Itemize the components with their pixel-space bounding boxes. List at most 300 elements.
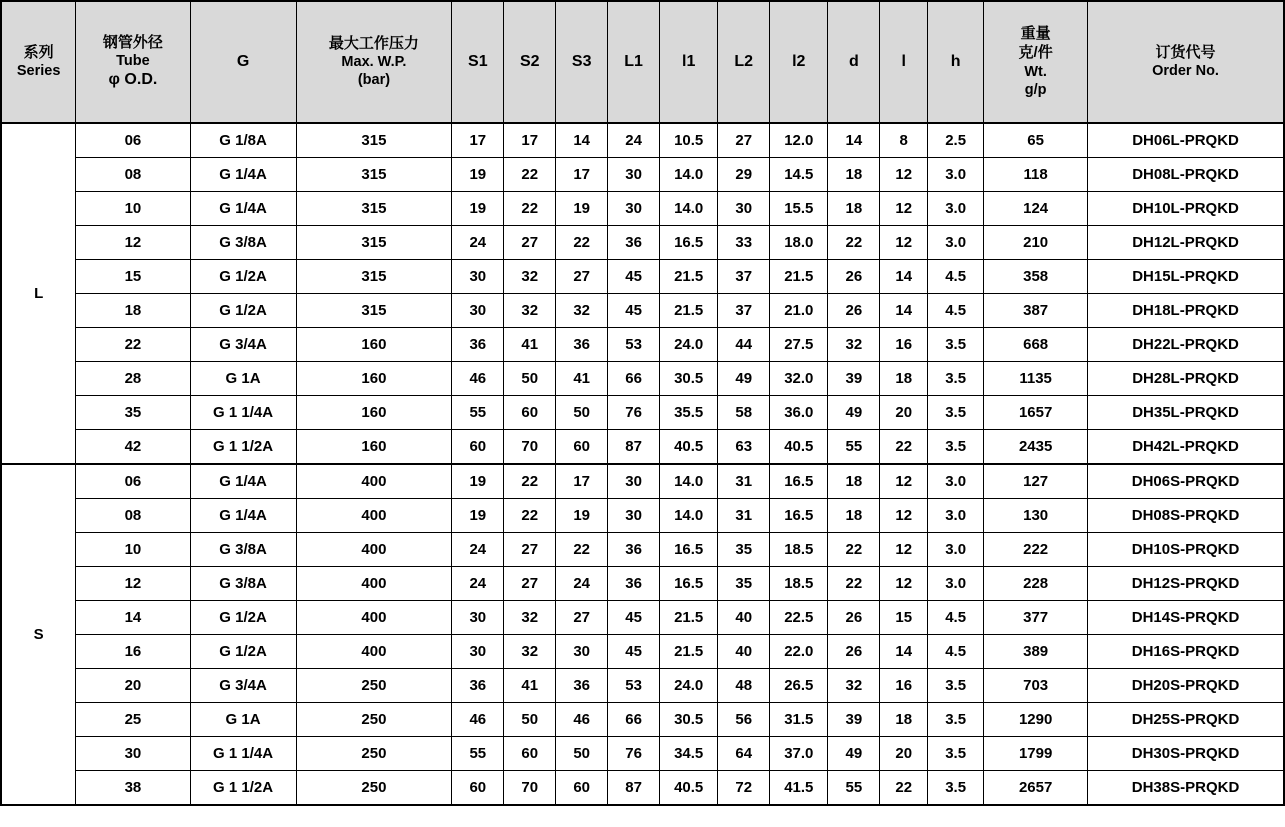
cell-thread-g: G 1/4A xyxy=(190,158,296,192)
cell-weight: 703 xyxy=(984,669,1088,703)
column-header-l2 xyxy=(770,1,828,123)
cell-L2: 44 xyxy=(718,328,770,362)
cell-l2: 18.5 xyxy=(770,567,828,601)
cell-s3: 30 xyxy=(556,635,608,669)
cell-l: 15 xyxy=(880,601,928,635)
cell-L1: 30 xyxy=(608,192,660,226)
header-wp-unit: (bar) xyxy=(357,72,391,89)
cell-l: 18 xyxy=(880,703,928,737)
cell-tube-od: 16 xyxy=(76,635,190,669)
cell-thread-g: G 1/2A xyxy=(190,601,296,635)
cell-l: 14 xyxy=(880,294,928,328)
cell-order-no: DH22L-PRQKD xyxy=(1088,328,1284,362)
cell-max-working-pressure: 315 xyxy=(296,226,452,260)
cell-order-no: DH18L-PRQKD xyxy=(1088,294,1284,328)
cell-h: 4.5 xyxy=(928,601,984,635)
table-row xyxy=(1,328,1284,362)
cell-d: 49 xyxy=(828,737,880,771)
cell-order-no: DH38S-PRQKD xyxy=(1088,771,1284,806)
cell-L2: 49 xyxy=(718,362,770,396)
cell-thread-g: G 3/4A xyxy=(190,669,296,703)
cell-tube-od: 12 xyxy=(76,226,190,260)
cell-order-no: DH06S-PRQKD xyxy=(1088,464,1284,499)
cell-weight: 1657 xyxy=(984,396,1088,430)
table-row xyxy=(1,294,1284,328)
cell-s1: 19 xyxy=(452,158,504,192)
cell-max-working-pressure: 160 xyxy=(296,430,452,465)
cell-l2: 14.5 xyxy=(770,158,828,192)
cell-d: 39 xyxy=(828,703,880,737)
header-series-en: Series xyxy=(16,63,61,80)
cell-tube-od: 15 xyxy=(76,260,190,294)
cell-s2: 70 xyxy=(504,430,556,465)
cell-s3: 50 xyxy=(556,396,608,430)
cell-l2: 22.5 xyxy=(770,601,828,635)
cell-h: 4.5 xyxy=(928,294,984,328)
cell-s1: 30 xyxy=(452,294,504,328)
cell-l1: 21.5 xyxy=(660,294,718,328)
cell-order-no: DH25S-PRQKD xyxy=(1088,703,1284,737)
cell-s3: 14 xyxy=(556,123,608,158)
cell-weight: 1290 xyxy=(984,703,1088,737)
cell-l1: 30.5 xyxy=(660,362,718,396)
cell-l1: 40.5 xyxy=(660,771,718,806)
cell-tube-od: 06 xyxy=(76,464,190,499)
cell-max-working-pressure: 160 xyxy=(296,328,452,362)
cell-s2: 17 xyxy=(504,123,556,158)
cell-s1: 24 xyxy=(452,226,504,260)
cell-h: 3.0 xyxy=(928,567,984,601)
header-order-en: Order No. xyxy=(1152,63,1219,80)
cell-thread-g: G 1/4A xyxy=(190,464,296,499)
cell-l: 12 xyxy=(880,226,928,260)
cell-L2: 58 xyxy=(718,396,770,430)
table-row xyxy=(1,226,1284,260)
cell-s3: 32 xyxy=(556,294,608,328)
cell-order-no: DH12L-PRQKD xyxy=(1088,226,1284,260)
cell-weight: 377 xyxy=(984,601,1088,635)
cell-order-no: DH16S-PRQKD xyxy=(1088,635,1284,669)
cell-max-working-pressure: 315 xyxy=(296,192,452,226)
cell-L1: 53 xyxy=(608,669,660,703)
cell-s1: 24 xyxy=(452,567,504,601)
cell-L1: 76 xyxy=(608,737,660,771)
cell-l2: 16.5 xyxy=(770,499,828,533)
cell-weight: 668 xyxy=(984,328,1088,362)
cell-l1: 35.5 xyxy=(660,396,718,430)
cell-s3: 27 xyxy=(556,601,608,635)
cell-thread-g: G 1 1/2A xyxy=(190,771,296,806)
table-row xyxy=(1,669,1284,703)
cell-d: 22 xyxy=(828,567,880,601)
cell-s2: 27 xyxy=(504,533,556,567)
cell-weight: 2657 xyxy=(984,771,1088,806)
cell-s1: 19 xyxy=(452,192,504,226)
cell-l2: 36.0 xyxy=(770,396,828,430)
header-L1-sym: L1 xyxy=(624,53,643,70)
cell-max-working-pressure: 315 xyxy=(296,123,452,158)
cell-d: 18 xyxy=(828,464,880,499)
cell-L1: 45 xyxy=(608,601,660,635)
cell-l1: 34.5 xyxy=(660,737,718,771)
cell-l2: 12.0 xyxy=(770,123,828,158)
column-header-order-no xyxy=(1088,1,1284,123)
cell-h: 3.0 xyxy=(928,533,984,567)
cell-L1: 87 xyxy=(608,771,660,806)
cell-s1: 17 xyxy=(452,123,504,158)
header-od-en: Tube xyxy=(116,53,150,70)
cell-L1: 36 xyxy=(608,567,660,601)
cell-L2: 72 xyxy=(718,771,770,806)
cell-tube-od: 12 xyxy=(76,567,190,601)
table-row xyxy=(1,260,1284,294)
column-header-h xyxy=(928,1,984,123)
cell-tube-od: 10 xyxy=(76,533,190,567)
cell-thread-g: G 1 1/2A xyxy=(190,430,296,465)
cell-d: 22 xyxy=(828,226,880,260)
cell-tube-od: 08 xyxy=(76,158,190,192)
cell-max-working-pressure: 250 xyxy=(296,703,452,737)
cell-l2: 21.5 xyxy=(770,260,828,294)
cell-max-working-pressure: 400 xyxy=(296,567,452,601)
cell-order-no: DH15L-PRQKD xyxy=(1088,260,1284,294)
column-header-max-working-pressure xyxy=(296,1,452,123)
cell-tube-od: 42 xyxy=(76,430,190,465)
header-wt-cn-unit: 克/件 xyxy=(1018,43,1053,61)
cell-L1: 36 xyxy=(608,533,660,567)
cell-tube-od: 20 xyxy=(76,669,190,703)
cell-weight: 2435 xyxy=(984,430,1088,465)
table-body xyxy=(1,123,1284,805)
cell-s1: 36 xyxy=(452,328,504,362)
cell-l1: 21.5 xyxy=(660,635,718,669)
cell-s3: 24 xyxy=(556,567,608,601)
cell-s2: 22 xyxy=(504,499,556,533)
header-od-sym: φ O.D. xyxy=(108,71,158,89)
cell-L1: 45 xyxy=(608,635,660,669)
column-header-g xyxy=(190,1,296,123)
column-header-weight xyxy=(984,1,1088,123)
cell-weight: 1135 xyxy=(984,362,1088,396)
column-header-l1 xyxy=(660,1,718,123)
cell-l: 12 xyxy=(880,464,928,499)
cell-s2: 60 xyxy=(504,396,556,430)
cell-L2: 31 xyxy=(718,464,770,499)
cell-tube-od: 35 xyxy=(76,396,190,430)
cell-weight: 387 xyxy=(984,294,1088,328)
cell-h: 3.5 xyxy=(928,669,984,703)
cell-L2: 35 xyxy=(718,533,770,567)
series-cell: S xyxy=(1,464,76,805)
table-row xyxy=(1,771,1284,806)
cell-max-working-pressure: 250 xyxy=(296,669,452,703)
cell-L2: 35 xyxy=(718,567,770,601)
header-series-cn: 系列 xyxy=(23,43,54,61)
cell-l1: 24.0 xyxy=(660,669,718,703)
cell-thread-g: G 1/2A xyxy=(190,260,296,294)
header-s3-sym: S3 xyxy=(571,53,592,70)
cell-h: 3.5 xyxy=(928,362,984,396)
cell-L1: 30 xyxy=(608,499,660,533)
cell-L2: 31 xyxy=(718,499,770,533)
cell-tube-od: 08 xyxy=(76,499,190,533)
cell-tube-od: 14 xyxy=(76,601,190,635)
header-l2-sym: l2 xyxy=(792,53,806,70)
cell-s1: 30 xyxy=(452,601,504,635)
table-row xyxy=(1,362,1284,396)
cell-l: 20 xyxy=(880,396,928,430)
cell-l1: 16.5 xyxy=(660,226,718,260)
cell-weight: 222 xyxy=(984,533,1088,567)
column-header-s3 xyxy=(556,1,608,123)
cell-L2: 40 xyxy=(718,635,770,669)
cell-d: 55 xyxy=(828,771,880,806)
cell-l: 14 xyxy=(880,260,928,294)
cell-max-working-pressure: 315 xyxy=(296,294,452,328)
cell-s2: 27 xyxy=(504,226,556,260)
cell-order-no: DH20S-PRQKD xyxy=(1088,669,1284,703)
cell-l: 16 xyxy=(880,328,928,362)
cell-d: 26 xyxy=(828,294,880,328)
cell-s1: 24 xyxy=(452,533,504,567)
header-wt-cn: 重量 xyxy=(1020,25,1051,43)
cell-thread-g: G 3/8A xyxy=(190,567,296,601)
cell-L1: 45 xyxy=(608,294,660,328)
cell-l2: 21.0 xyxy=(770,294,828,328)
cell-l: 12 xyxy=(880,533,928,567)
cell-h: 3.0 xyxy=(928,192,984,226)
cell-L2: 33 xyxy=(718,226,770,260)
cell-tube-od: 38 xyxy=(76,771,190,806)
cell-s3: 36 xyxy=(556,328,608,362)
cell-h: 3.5 xyxy=(928,703,984,737)
cell-s1: 36 xyxy=(452,669,504,703)
cell-thread-g: G 1A xyxy=(190,703,296,737)
cell-order-no: DH30S-PRQKD xyxy=(1088,737,1284,771)
cell-L2: 37 xyxy=(718,260,770,294)
cell-s1: 46 xyxy=(452,703,504,737)
cell-h: 3.0 xyxy=(928,464,984,499)
header-l1-sym: l1 xyxy=(682,53,696,70)
header-g-sym: G xyxy=(236,53,250,70)
cell-s1: 60 xyxy=(452,771,504,806)
cell-d: 18 xyxy=(828,192,880,226)
cell-weight: 210 xyxy=(984,226,1088,260)
table-row xyxy=(1,601,1284,635)
series-cell: L xyxy=(1,123,76,464)
cell-order-no: DH12S-PRQKD xyxy=(1088,567,1284,601)
cell-thread-g: G 1 1/4A xyxy=(190,396,296,430)
cell-s2: 22 xyxy=(504,464,556,499)
cell-thread-g: G 3/8A xyxy=(190,226,296,260)
cell-s1: 55 xyxy=(452,396,504,430)
table-row xyxy=(1,158,1284,192)
cell-max-working-pressure: 400 xyxy=(296,533,452,567)
cell-h: 3.5 xyxy=(928,737,984,771)
cell-h: 3.5 xyxy=(928,328,984,362)
header-wp-en: Max. W.P. xyxy=(341,54,407,71)
cell-l: 22 xyxy=(880,771,928,806)
cell-tube-od: 10 xyxy=(76,192,190,226)
table-row xyxy=(1,567,1284,601)
cell-d: 26 xyxy=(828,601,880,635)
cell-L1: 66 xyxy=(608,703,660,737)
cell-h: 3.0 xyxy=(928,499,984,533)
cell-order-no: DH08S-PRQKD xyxy=(1088,499,1284,533)
cell-s2: 32 xyxy=(504,294,556,328)
cell-l2: 22.0 xyxy=(770,635,828,669)
cell-L2: 40 xyxy=(718,601,770,635)
cell-l2: 41.5 xyxy=(770,771,828,806)
table-row xyxy=(1,396,1284,430)
cell-s3: 46 xyxy=(556,703,608,737)
cell-order-no: DH35L-PRQKD xyxy=(1088,396,1284,430)
cell-l2: 18.0 xyxy=(770,226,828,260)
cell-s3: 27 xyxy=(556,260,608,294)
cell-l1: 21.5 xyxy=(660,601,718,635)
cell-L2: 48 xyxy=(718,669,770,703)
cell-d: 55 xyxy=(828,430,880,465)
column-header-series xyxy=(1,1,76,123)
cell-h: 3.0 xyxy=(928,158,984,192)
table-row xyxy=(1,499,1284,533)
cell-max-working-pressure: 315 xyxy=(296,158,452,192)
column-header-l xyxy=(880,1,928,123)
table-row xyxy=(1,737,1284,771)
cell-order-no: DH10L-PRQKD xyxy=(1088,192,1284,226)
cell-weight: 124 xyxy=(984,192,1088,226)
table-header xyxy=(1,1,1284,123)
column-header-s1 xyxy=(452,1,504,123)
cell-L1: 30 xyxy=(608,464,660,499)
cell-order-no: DH08L-PRQKD xyxy=(1088,158,1284,192)
cell-l: 8 xyxy=(880,123,928,158)
cell-L1: 53 xyxy=(608,328,660,362)
cell-order-no: DH06L-PRQKD xyxy=(1088,123,1284,158)
cell-l1: 14.0 xyxy=(660,158,718,192)
cell-L1: 30 xyxy=(608,158,660,192)
cell-d: 39 xyxy=(828,362,880,396)
cell-thread-g: G 1/4A xyxy=(190,192,296,226)
header-l-small-sym: l xyxy=(901,53,906,70)
cell-max-working-pressure: 400 xyxy=(296,464,452,499)
cell-weight: 1799 xyxy=(984,737,1088,771)
column-header-L1 xyxy=(608,1,660,123)
header-h-sym: h xyxy=(950,53,961,70)
cell-thread-g: G 3/8A xyxy=(190,533,296,567)
cell-h: 3.0 xyxy=(928,226,984,260)
table-row xyxy=(1,123,1284,158)
table-row xyxy=(1,430,1284,465)
cell-max-working-pressure: 400 xyxy=(296,635,452,669)
cell-tube-od: 18 xyxy=(76,294,190,328)
cell-l: 16 xyxy=(880,669,928,703)
cell-weight: 65 xyxy=(984,123,1088,158)
cell-thread-g: G 1/2A xyxy=(190,635,296,669)
cell-max-working-pressure: 400 xyxy=(296,601,452,635)
cell-L1: 45 xyxy=(608,260,660,294)
cell-L2: 63 xyxy=(718,430,770,465)
cell-s3: 50 xyxy=(556,737,608,771)
cell-weight: 358 xyxy=(984,260,1088,294)
cell-max-working-pressure: 315 xyxy=(296,260,452,294)
cell-s3: 36 xyxy=(556,669,608,703)
cell-s3: 17 xyxy=(556,464,608,499)
column-header-L2 xyxy=(718,1,770,123)
header-s2-sym: S2 xyxy=(519,53,540,70)
cell-s2: 50 xyxy=(504,362,556,396)
cell-l1: 14.0 xyxy=(660,192,718,226)
cell-thread-g: G 1 1/4A xyxy=(190,737,296,771)
cell-s3: 60 xyxy=(556,430,608,465)
cell-tube-od: 30 xyxy=(76,737,190,771)
cell-s2: 27 xyxy=(504,567,556,601)
cell-L2: 27 xyxy=(718,123,770,158)
cell-l: 14 xyxy=(880,635,928,669)
cell-s1: 55 xyxy=(452,737,504,771)
cell-weight: 389 xyxy=(984,635,1088,669)
cell-weight: 118 xyxy=(984,158,1088,192)
cell-thread-g: G 1/2A xyxy=(190,294,296,328)
cell-L1: 24 xyxy=(608,123,660,158)
header-wp-cn: 最大工作压力 xyxy=(328,34,419,52)
cell-l2: 32.0 xyxy=(770,362,828,396)
table-row xyxy=(1,533,1284,567)
column-header-s2 xyxy=(504,1,556,123)
cell-s2: 41 xyxy=(504,328,556,362)
cell-d: 14 xyxy=(828,123,880,158)
cell-s2: 50 xyxy=(504,703,556,737)
cell-s2: 70 xyxy=(504,771,556,806)
cell-order-no: DH42L-PRQKD xyxy=(1088,430,1284,465)
cell-l: 18 xyxy=(880,362,928,396)
cell-L2: 37 xyxy=(718,294,770,328)
cell-l1: 14.0 xyxy=(660,464,718,499)
cell-h: 3.5 xyxy=(928,771,984,806)
cell-weight: 130 xyxy=(984,499,1088,533)
cell-s3: 41 xyxy=(556,362,608,396)
cell-l2: 31.5 xyxy=(770,703,828,737)
cell-d: 18 xyxy=(828,499,880,533)
cell-max-working-pressure: 160 xyxy=(296,396,452,430)
column-header-tube-od xyxy=(76,1,190,123)
cell-L1: 76 xyxy=(608,396,660,430)
cell-s1: 46 xyxy=(452,362,504,396)
cell-h: 4.5 xyxy=(928,260,984,294)
cell-l1: 40.5 xyxy=(660,430,718,465)
cell-L1: 36 xyxy=(608,226,660,260)
cell-thread-g: G 3/4A xyxy=(190,328,296,362)
cell-l: 12 xyxy=(880,567,928,601)
cell-s3: 22 xyxy=(556,226,608,260)
header-d-sym: d xyxy=(848,53,859,70)
cell-l1: 10.5 xyxy=(660,123,718,158)
cell-tube-od: 22 xyxy=(76,328,190,362)
cell-d: 26 xyxy=(828,260,880,294)
cell-s3: 60 xyxy=(556,771,608,806)
cell-h: 3.5 xyxy=(928,396,984,430)
table-row xyxy=(1,464,1284,499)
table-row xyxy=(1,703,1284,737)
cell-thread-g: G 1A xyxy=(190,362,296,396)
cell-max-working-pressure: 160 xyxy=(296,362,452,396)
cell-l2: 40.5 xyxy=(770,430,828,465)
cell-s1: 30 xyxy=(452,260,504,294)
cell-l: 12 xyxy=(880,158,928,192)
cell-s1: 19 xyxy=(452,499,504,533)
cell-L1: 87 xyxy=(608,430,660,465)
cell-l2: 16.5 xyxy=(770,464,828,499)
